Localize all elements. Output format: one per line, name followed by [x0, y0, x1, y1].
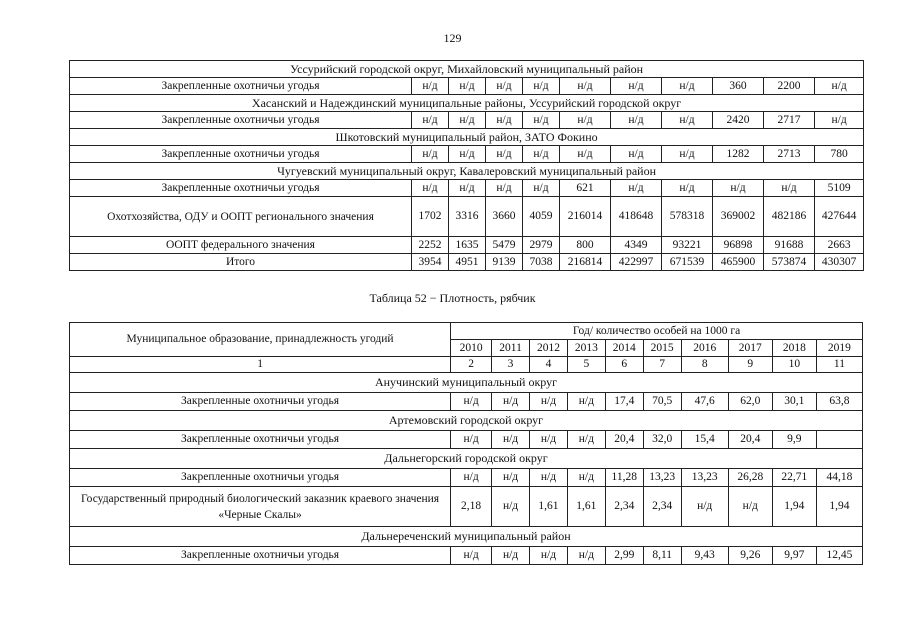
cell-value: 44,18: [816, 469, 862, 487]
year-header: 2010: [451, 340, 492, 357]
row-label: Государственный природный биологический заказник краевого значения «Черные Скалы»: [70, 487, 451, 527]
cell-value: н/д: [451, 431, 492, 449]
cell-value: н/д: [492, 393, 530, 411]
cell-value: н/д: [662, 146, 713, 163]
cell-value: 13,23: [681, 469, 728, 487]
cell-value: н/д: [451, 547, 492, 565]
cell-value: 573874: [764, 254, 815, 271]
cell-value: н/д: [523, 112, 560, 129]
section-title: Хасанский и Надеждинский муниципальные районы, Уссурийский городской округ: [70, 95, 864, 112]
cell-value: н/д: [611, 78, 662, 95]
column-number: 5: [567, 357, 605, 373]
table-density-hazel-grouse: [69, 322, 863, 565]
cell-value: 1282: [713, 146, 764, 163]
row-label: Закрепленные охотничьи угодья: [70, 393, 451, 411]
row-label: ООПТ федерального значения: [70, 237, 412, 254]
column-number: 2: [451, 357, 492, 373]
table-row: [70, 431, 863, 449]
table-row: [70, 487, 863, 527]
cell-value: 422997: [611, 254, 662, 271]
section-row: [70, 373, 863, 393]
cell-value: н/д: [530, 393, 568, 411]
row-label: Итого: [70, 254, 412, 271]
cell-value: 91688: [764, 237, 815, 254]
cell-value: н/д: [492, 469, 530, 487]
cell-value: 96898: [713, 237, 764, 254]
year-header: 2011: [492, 340, 530, 357]
year-header: 2012: [530, 340, 568, 357]
cell-value: 2717: [764, 112, 815, 129]
row-label: Закрепленные охотничьи угодья: [70, 469, 451, 487]
cell-value: 430307: [815, 254, 864, 271]
cell-value: 216814: [560, 254, 611, 271]
cell-value: 2,34: [643, 487, 681, 527]
row-label: Закрепленные охотничьи угодья: [70, 78, 412, 95]
row-label: Закрепленные охотничьи угодья: [70, 431, 451, 449]
column-number: 11: [816, 357, 862, 373]
table-row: [70, 237, 864, 254]
cell-value: 32,0: [643, 431, 681, 449]
column-number: 7: [643, 357, 681, 373]
cell-value: 671539: [662, 254, 713, 271]
cell-value: 9,9: [772, 431, 816, 449]
cell-value: [816, 431, 862, 449]
cell-value: н/д: [449, 146, 486, 163]
cell-value: н/д: [530, 431, 568, 449]
cell-value: 1,94: [816, 487, 862, 527]
cell-value: н/д: [681, 487, 728, 527]
cell-value: 780: [815, 146, 864, 163]
section-row: [70, 163, 864, 180]
cell-value: н/д: [815, 78, 864, 95]
cell-value: н/д: [567, 469, 605, 487]
cell-value: н/д: [560, 78, 611, 95]
cell-value: н/д: [764, 180, 815, 197]
cell-value: 9,26: [728, 547, 772, 565]
cell-value: 2200: [764, 78, 815, 95]
cell-value: н/д: [567, 547, 605, 565]
cell-value: н/д: [451, 469, 492, 487]
column-number: 8: [681, 357, 728, 373]
column-number: 9: [728, 357, 772, 373]
cell-value: н/д: [560, 112, 611, 129]
row-label: Охотхозяйства, ОДУ и ООПТ регионального значения: [70, 197, 412, 237]
cell-value: н/д: [492, 431, 530, 449]
cell-value: 9,43: [681, 547, 728, 565]
cell-value: 4059: [523, 197, 560, 237]
table-row: [70, 180, 864, 197]
cell-value: 2663: [815, 237, 864, 254]
cell-value: н/д: [728, 487, 772, 527]
cell-value: н/д: [567, 431, 605, 449]
cell-value: н/д: [611, 146, 662, 163]
cell-value: 1,61: [530, 487, 568, 527]
row-label: Закрепленные охотничьи угодья: [70, 146, 412, 163]
cell-value: н/д: [611, 180, 662, 197]
cell-value: 2,99: [605, 547, 643, 565]
cell-value: 800: [560, 237, 611, 254]
cell-value: 3954: [412, 254, 449, 271]
cell-value: н/д: [530, 469, 568, 487]
cell-value: 7038: [523, 254, 560, 271]
row-label: Закрепленные охотничьи угодья: [70, 112, 412, 129]
header-year-group: Год/ количество особей на 1000 га: [451, 323, 863, 340]
cell-value: 2420: [713, 112, 764, 129]
cell-value: 5479: [486, 237, 523, 254]
cell-value: 63,8: [816, 393, 862, 411]
cell-value: 2252: [412, 237, 449, 254]
section-row: [70, 527, 863, 547]
cell-value: 216014: [560, 197, 611, 237]
cell-value: н/д: [523, 146, 560, 163]
table-row: [70, 547, 863, 565]
year-header: 2015: [643, 340, 681, 357]
table-row: [70, 254, 864, 271]
section-title: Дальнегорский городской округ: [70, 449, 863, 469]
cell-value: н/д: [449, 78, 486, 95]
cell-value: 578318: [662, 197, 713, 237]
section-row: [70, 129, 864, 146]
section-row: [70, 449, 863, 469]
cell-value: 70,5: [643, 393, 681, 411]
cell-value: н/д: [713, 180, 764, 197]
cell-value: н/д: [412, 112, 449, 129]
cell-value: 621: [560, 180, 611, 197]
cell-value: н/д: [486, 146, 523, 163]
column-number: 3: [492, 357, 530, 373]
cell-value: 1,61: [567, 487, 605, 527]
cell-value: 13,23: [643, 469, 681, 487]
cell-value: 47,6: [681, 393, 728, 411]
cell-value: 93221: [662, 237, 713, 254]
cell-value: н/д: [412, 78, 449, 95]
year-header: 2013: [567, 340, 605, 357]
cell-value: 1,94: [772, 487, 816, 527]
cell-value: 9,97: [772, 547, 816, 565]
table-row: [70, 393, 863, 411]
cell-value: 2979: [523, 237, 560, 254]
column-number: 4: [530, 357, 568, 373]
section-title: Шкотовский муниципальный район, ЗАТО Фокино: [70, 129, 864, 146]
cell-value: н/д: [530, 547, 568, 565]
cell-value: 427644: [815, 197, 864, 237]
section-title: Анучинский муниципальный округ: [70, 373, 863, 393]
cell-value: 465900: [713, 254, 764, 271]
cell-value: 11,28: [605, 469, 643, 487]
cell-value: 15,4: [681, 431, 728, 449]
cell-value: н/д: [486, 180, 523, 197]
cell-value: 3660: [486, 197, 523, 237]
table-hunting-grounds-continued: [69, 60, 864, 271]
section-row: [70, 411, 863, 431]
column-number: 1: [70, 357, 451, 373]
cell-value: 22,71: [772, 469, 816, 487]
cell-value: 26,28: [728, 469, 772, 487]
cell-value: 20,4: [605, 431, 643, 449]
cell-value: н/д: [523, 78, 560, 95]
cell-value: 5109: [815, 180, 864, 197]
year-header: 2014: [605, 340, 643, 357]
cell-value: 9139: [486, 254, 523, 271]
cell-value: н/д: [611, 112, 662, 129]
row-label: Закрепленные охотничьи угодья: [70, 180, 412, 197]
section-title: Артемовский городской округ: [70, 411, 863, 431]
section-row: [70, 61, 864, 78]
section-title: Дальнереченский муниципальный район: [70, 527, 863, 547]
cell-value: 369002: [713, 197, 764, 237]
section-row: [70, 95, 864, 112]
cell-value: н/д: [662, 112, 713, 129]
section-title: Уссурийский городской округ, Михайловский муниципальный район: [70, 61, 864, 78]
cell-value: н/д: [486, 112, 523, 129]
section-title: Чугуевский муниципальный округ, Кавалеровский муниципальный район: [70, 163, 864, 180]
cell-value: н/д: [560, 146, 611, 163]
cell-value: 62,0: [728, 393, 772, 411]
cell-value: н/д: [486, 78, 523, 95]
year-header: 2016: [681, 340, 728, 357]
cell-value: н/д: [412, 180, 449, 197]
header-municipality: Муниципальное образование, принадлежность угодий: [70, 323, 451, 357]
table-row: [70, 469, 863, 487]
cell-value: 2713: [764, 146, 815, 163]
row-label: Закрепленные охотничьи угодья: [70, 547, 451, 565]
cell-value: 4349: [611, 237, 662, 254]
cell-value: 3316: [449, 197, 486, 237]
cell-value: 4951: [449, 254, 486, 271]
year-header: 2017: [728, 340, 772, 357]
cell-value: 1635: [449, 237, 486, 254]
page-number: 129: [443, 31, 462, 45]
cell-value: 12,45: [816, 547, 862, 565]
cell-value: 8,11: [643, 547, 681, 565]
table-row: [70, 112, 864, 129]
table-row: [70, 146, 864, 163]
cell-value: н/д: [523, 180, 560, 197]
cell-value: 360: [713, 78, 764, 95]
cell-value: н/д: [662, 78, 713, 95]
cell-value: н/д: [449, 180, 486, 197]
cell-value: 418648: [611, 197, 662, 237]
cell-value: н/д: [815, 112, 864, 129]
cell-value: 20,4: [728, 431, 772, 449]
cell-value: н/д: [451, 393, 492, 411]
table-row: [70, 197, 864, 237]
cell-value: 17,4: [605, 393, 643, 411]
cell-value: 30,1: [772, 393, 816, 411]
cell-value: н/д: [449, 112, 486, 129]
cell-value: н/д: [412, 146, 449, 163]
cell-value: 2,18: [451, 487, 492, 527]
column-number: 10: [772, 357, 816, 373]
table-caption: Таблица 52 − Плотность, рябчик: [369, 291, 536, 305]
cell-value: н/д: [662, 180, 713, 197]
cell-value: 1702: [412, 197, 449, 237]
cell-value: 482186: [764, 197, 815, 237]
year-header: 2018: [772, 340, 816, 357]
column-number: 6: [605, 357, 643, 373]
cell-value: н/д: [492, 547, 530, 565]
cell-value: н/д: [492, 487, 530, 527]
year-header: 2019: [816, 340, 862, 357]
cell-value: н/д: [567, 393, 605, 411]
cell-value: 2,34: [605, 487, 643, 527]
table-row: [70, 78, 864, 95]
